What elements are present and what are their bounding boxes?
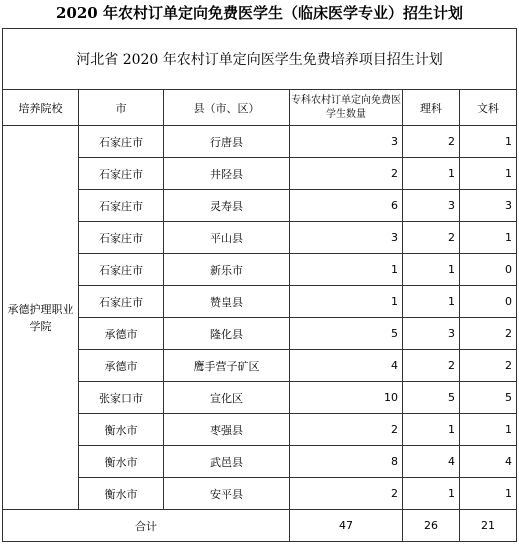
cell-science: 1 (403, 414, 460, 446)
cell-arts: 1 (460, 158, 517, 190)
cell-city: 衡水市 (79, 446, 164, 478)
cell-science: 1 (403, 254, 460, 286)
table-row (3, 158, 517, 190)
cell-county: 武邑县 (164, 446, 290, 478)
cell-city: 石家庄市 (79, 158, 164, 190)
cell-quota: 1 (290, 286, 403, 318)
school-name-cell: 承德护理职业学院 (3, 126, 79, 510)
cell-arts: 2 (460, 318, 517, 350)
cell-science: 3 (403, 318, 460, 350)
cell-county: 鹰手营子矿区 (164, 350, 290, 382)
header-science: 理科 (403, 90, 460, 126)
cell-city: 衡水市 (79, 478, 164, 510)
cell-science: 1 (403, 158, 460, 190)
cell-county: 井陉县 (164, 158, 290, 190)
header-county: 县（市、区） (164, 90, 290, 126)
cell-arts: 5 (460, 382, 517, 414)
table-row (3, 126, 517, 158)
cell-arts: 3 (460, 190, 517, 222)
cell-quota: 1 (290, 254, 403, 286)
cell-city: 石家庄市 (79, 222, 164, 254)
cell-county: 枣强县 (164, 414, 290, 446)
header-quota: 专科农村订单定向免费医学生数量 (290, 90, 403, 126)
enrollment-plan-table (2, 28, 517, 542)
cell-science: 2 (403, 222, 460, 254)
cell-county: 安平县 (164, 478, 290, 510)
total-science: 26 (403, 510, 460, 542)
cell-quota: 5 (290, 318, 403, 350)
header-city: 市 (79, 90, 164, 126)
caption-row (3, 29, 517, 90)
cell-science: 2 (403, 350, 460, 382)
cell-science: 3 (403, 190, 460, 222)
cell-arts: 1 (460, 414, 517, 446)
cell-county: 隆化县 (164, 318, 290, 350)
cell-city: 石家庄市 (79, 286, 164, 318)
cell-arts: 1 (460, 222, 517, 254)
cell-city: 承德市 (79, 318, 164, 350)
cell-county: 行唐县 (164, 126, 290, 158)
cell-quota: 4 (290, 350, 403, 382)
table-row (3, 414, 517, 446)
cell-science: 4 (403, 446, 460, 478)
cell-quota: 6 (290, 190, 403, 222)
header-arts: 文科 (460, 90, 517, 126)
cell-city: 石家庄市 (79, 126, 164, 158)
total-row (3, 510, 517, 542)
cell-quota: 2 (290, 414, 403, 446)
cell-quota: 2 (290, 158, 403, 190)
cell-arts: 4 (460, 446, 517, 478)
table-row (3, 286, 517, 318)
cell-county: 宣化区 (164, 382, 290, 414)
cell-arts: 0 (460, 286, 517, 318)
header-row (3, 90, 517, 126)
cell-arts: 1 (460, 478, 517, 510)
cell-city: 衡水市 (79, 414, 164, 446)
cell-science: 5 (403, 382, 460, 414)
cell-county: 新乐市 (164, 254, 290, 286)
cell-arts: 0 (460, 254, 517, 286)
cell-city: 承德市 (79, 350, 164, 382)
cell-quota: 10 (290, 382, 403, 414)
table-row (3, 446, 517, 478)
cell-county: 灵寿县 (164, 190, 290, 222)
header-school: 培养院校 (3, 90, 79, 126)
total-quota: 47 (290, 510, 403, 542)
cell-arts: 1 (460, 126, 517, 158)
table-row (3, 190, 517, 222)
document-title: 2020 年农村订单定向免费医学生（临床医学专业）招生计划 (56, 4, 463, 22)
cell-quota: 3 (290, 222, 403, 254)
cell-city: 石家庄市 (79, 190, 164, 222)
total-arts: 21 (460, 510, 517, 542)
cell-county: 平山县 (164, 222, 290, 254)
cell-quota: 3 (290, 126, 403, 158)
cell-city: 石家庄市 (79, 254, 164, 286)
table-row (3, 478, 517, 510)
cell-county: 赞皇县 (164, 286, 290, 318)
cell-quota: 2 (290, 478, 403, 510)
cell-quota: 8 (290, 446, 403, 478)
table-row (3, 350, 517, 382)
cell-science: 1 (403, 286, 460, 318)
cell-science: 2 (403, 126, 460, 158)
total-label: 合计 (3, 510, 290, 542)
table-row (3, 318, 517, 350)
table-row (3, 382, 517, 414)
table-row (3, 254, 517, 286)
cell-arts: 2 (460, 350, 517, 382)
cell-science: 1 (403, 478, 460, 510)
table-caption: 河北省 2020 年农村订单定向医学生免费培养项目招生计划 (3, 29, 517, 90)
table-row (3, 222, 517, 254)
cell-city: 张家口市 (79, 382, 164, 414)
